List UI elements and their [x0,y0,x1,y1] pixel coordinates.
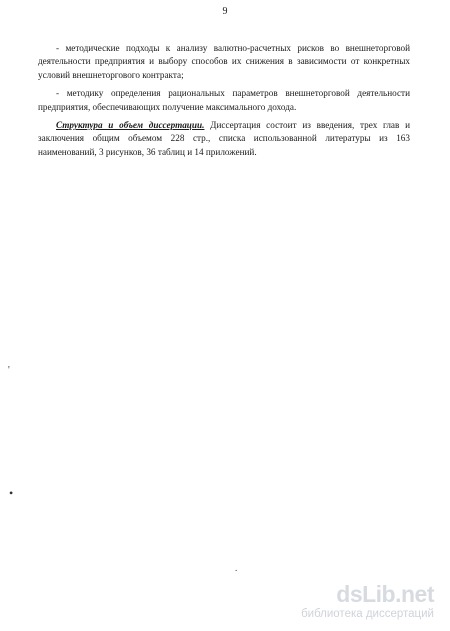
list-item-methodical-approaches: - методические подходы к анализу валютно-расчетных рисков во внешнеторговой деятельности предприятия и выбору способов их снижения в зависимости от конкретных условий внешнеторгового контракта; [38,43,410,80]
structure-paragraph [38,119,410,159]
list-item-methodology: - методику определения рациональных параметров внешнеторговой деятельности предприятия, обеспечивающих получение максимального дохода. [38,88,410,112]
structure-text: Диссертация состоит из введения, трех глав и заключения общим объемом 228 стр., списка использованной литературы из 163 наименований, 3 рисунков, 36 таблиц и 14 приложений. [38,120,410,157]
structure-heading: Структура и объем диссертации. [56,120,205,131]
watermark-caption: библиотека диссертаций [301,608,434,620]
scan-mark: . [235,563,238,573]
page-number: 9 [222,6,228,17]
document-body [38,42,410,164]
scan-mark: ' [8,365,10,376]
scan-mark: • [9,486,14,500]
watermark [242,581,442,625]
watermark-logo: dsLib.net [336,581,434,607]
